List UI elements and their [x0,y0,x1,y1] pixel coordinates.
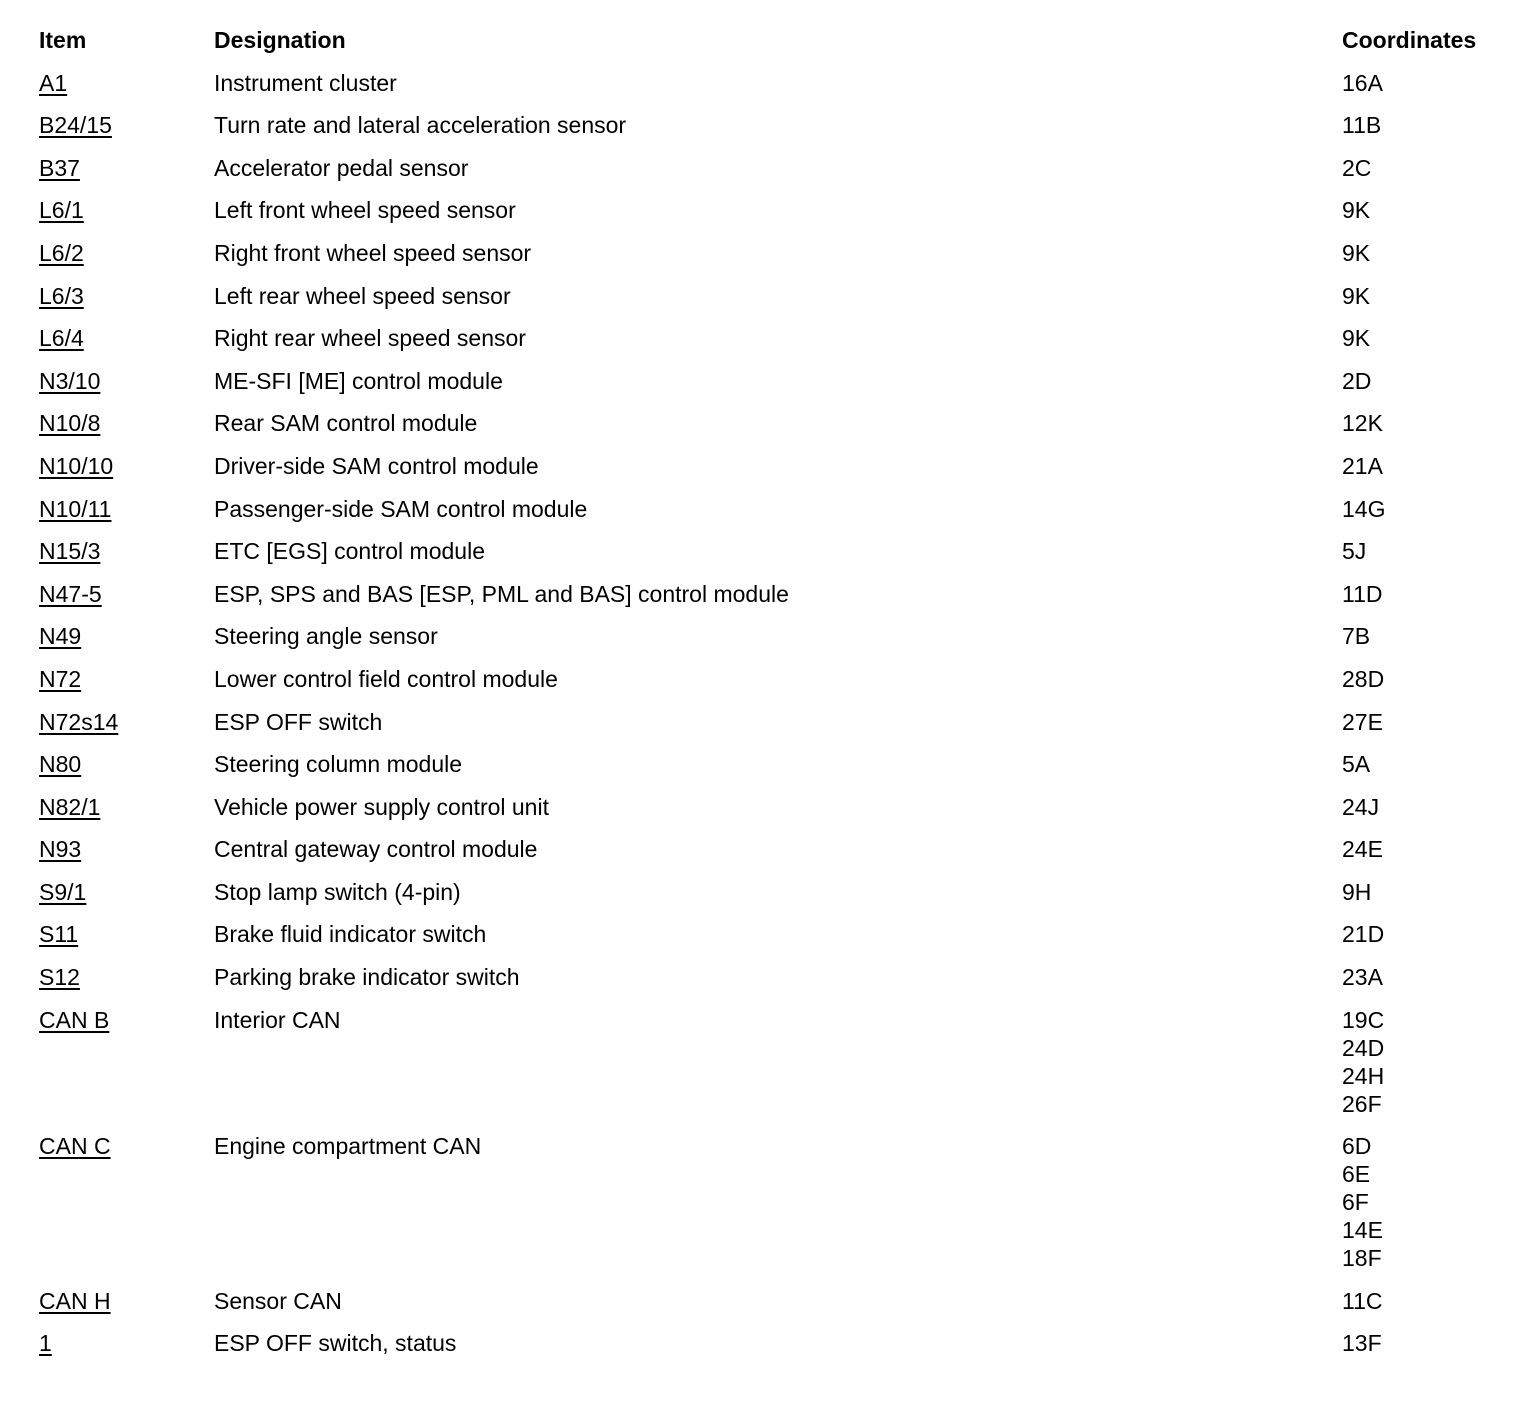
coordinate-value: 24E [1342,836,1383,863]
coordinate-value: 9K [1342,325,1371,352]
item-link[interactable]: N72s14 [39,708,119,735]
table-row [39,192,1519,235]
table-row [39,491,1519,534]
table-row [39,831,1519,874]
designation-cell: Left rear wheel speed sensor [214,282,511,309]
coordinates-cell [1342,920,1384,948]
item-link[interactable]: N80 [39,751,82,778]
item-link[interactable]: L6/1 [39,197,84,224]
table-row [39,661,1519,704]
coordinate-value: 13F [1342,1330,1382,1357]
component-legend-table [39,22,1519,1368]
coordinate-value: 12K [1342,410,1383,437]
coordinates-cell [1342,750,1370,778]
table-row [39,533,1519,576]
table-row [39,150,1519,193]
designation-cell: Vehicle power supply control unit [214,793,549,820]
coordinates-cell [1342,1006,1384,1118]
coordinates-cell [1342,452,1383,480]
table-row [39,959,1519,1002]
table-row [39,235,1519,278]
coordinates-cell [1342,367,1371,395]
coordinates-cell [1342,708,1383,736]
coordinate-value: 9K [1342,282,1371,309]
designation-cell: Right rear wheel speed sensor [214,325,526,352]
table-row [39,874,1519,917]
designation-cell: Lower control field control module [214,665,558,692]
designation-cell: Driver-side SAM control module [214,452,539,479]
item-link[interactable]: N93 [39,836,82,863]
coordinates-cell [1342,111,1381,139]
item-link[interactable]: CAN C [39,1133,111,1160]
coordinates-cell [1342,196,1370,224]
coordinates-cell [1342,239,1370,267]
designation-cell: Passenger-side SAM control module [214,495,588,522]
item-link[interactable]: N15/3 [39,538,101,565]
designation-cell: Steering column module [214,751,463,778]
item-link[interactable]: N49 [39,623,82,650]
table-row [39,278,1519,321]
designation-cell: Brake fluid indicator switch [214,921,487,948]
coordinate-value: 6D [1342,1133,1372,1160]
designation-cell: Parking brake indicator switch [214,964,520,991]
table-row [39,65,1519,108]
coordinate-value: 2D [1342,367,1372,394]
table-row [39,1325,1519,1368]
coordinates-cell [1342,878,1371,906]
designation-cell: ESP OFF switch, status [214,1330,457,1357]
coordinate-value: 23A [1342,964,1383,991]
coordinate-value: 19C [1342,1006,1385,1033]
designation-cell: Steering angle sensor [214,623,438,650]
table-row [39,1128,1519,1283]
designation-cell: Right front wheel speed sensor [214,239,532,266]
item-link[interactable]: N82/1 [39,793,101,820]
designation-cell: ETC [EGS] control module [214,538,485,565]
coordinate-value: 11C [1342,1287,1383,1314]
table-row [39,576,1519,619]
coordinates-cell [1342,282,1370,310]
coordinate-value: 18F [1342,1245,1382,1272]
coordinate-value: 11D [1342,580,1383,607]
coordinate-value: 9H [1342,878,1372,905]
table-row [39,916,1519,959]
coordinates-cell [1342,537,1366,565]
designation-cell: ESP, SPS and BAS [ESP, PML and BAS] control module [214,580,789,607]
item-link[interactable]: N10/8 [39,410,101,437]
designation-cell: Interior CAN [214,1006,341,1033]
coordinates-cell [1342,409,1383,437]
coordinates-cell [1342,622,1370,650]
item-link[interactable]: 1 [39,1330,52,1357]
coordinate-value: 16A [1342,69,1383,96]
coordinates-cell [1342,324,1370,352]
coordinate-value: 27E [1342,708,1383,735]
coordinates-column-header: Coordinates [1342,27,1477,53]
coordinate-value: 14E [1342,1217,1383,1244]
item-link[interactable]: CAN H [39,1287,111,1314]
item-link[interactable]: L6/2 [39,239,84,266]
table-body [39,65,1519,1368]
item-link[interactable]: L6/3 [39,282,84,309]
coordinates-cell [1342,69,1383,97]
item-link[interactable]: A1 [39,69,68,96]
item-link[interactable]: CAN B [39,1006,110,1033]
designation-cell: Engine compartment CAN [214,1133,482,1160]
coordinates-cell [1342,963,1383,991]
table-row [39,704,1519,747]
coordinate-value: 21A [1342,452,1383,479]
coordinate-value: 6F [1342,1189,1369,1216]
coordinate-value: 9K [1342,239,1371,266]
table-row [39,107,1519,150]
designation-cell: ESP OFF switch [214,708,383,735]
table-row [39,1002,1519,1129]
coordinate-value: 5A [1342,751,1371,778]
table-row [39,405,1519,448]
designation-cell: Sensor CAN [214,1287,342,1314]
coordinate-value: 6E [1342,1161,1371,1188]
coordinates-cell [1342,793,1379,821]
coordinates-cell [1342,580,1383,608]
coordinate-value: 2C [1342,154,1372,181]
coordinate-value: 21D [1342,921,1385,948]
designation-cell: Rear SAM control module [214,410,478,437]
coordinate-value: 7B [1342,623,1371,650]
coordinates-cell [1342,1132,1383,1272]
designation-cell: Left front wheel speed sensor [214,197,516,224]
coordinate-value: 11B [1342,112,1382,139]
designation-cell: Turn rate and lateral acceleration sensor [214,112,627,139]
coordinate-value: 24H [1342,1062,1385,1089]
item-link[interactable]: L6/4 [39,325,84,352]
coordinate-value: 14G [1342,495,1386,522]
coordinates-cell [1342,665,1384,693]
table-row [39,448,1519,491]
item-link[interactable]: S11 [39,921,79,948]
coordinate-value: 24D [1342,1034,1385,1061]
coordinate-value: 28D [1342,665,1385,692]
item-link[interactable]: B24/15 [39,112,112,139]
designation-cell: Accelerator pedal sensor [214,154,469,181]
table-row [39,789,1519,832]
coordinates-cell [1342,835,1383,863]
coordinate-value: 24J [1342,793,1380,820]
table-header [39,22,1519,65]
item-link[interactable]: N3/10 [39,367,101,394]
designation-cell: Stop lamp switch (4-pin) [214,878,461,905]
table-row [39,618,1519,661]
item-link[interactable]: N10/10 [39,452,114,479]
table-row [39,320,1519,363]
item-link[interactable]: N72 [39,665,82,692]
item-link[interactable]: B37 [39,154,80,181]
item-link[interactable]: S9/1 [39,878,87,905]
item-link[interactable]: S12 [39,964,80,991]
coordinate-value: 9K [1342,197,1371,224]
item-link[interactable]: N10/11 [39,495,112,522]
designation-cell: Central gateway control module [214,836,538,863]
coordinates-cell [1342,154,1371,182]
coordinates-cell [1342,1287,1383,1315]
designation-cell: ME-SFI [ME] control module [214,367,503,394]
item-link[interactable]: N47-5 [39,580,102,607]
table-row [39,746,1519,789]
designation-cell: Instrument cluster [214,69,397,96]
coordinates-cell [1342,495,1385,523]
item-column-header: Item [39,27,87,53]
table-row [39,363,1519,406]
table-row [39,1283,1519,1326]
coordinate-value: 26F [1342,1090,1382,1117]
coordinate-value: 5J [1342,538,1367,565]
coordinates-cell [1342,1329,1382,1357]
designation-column-header: Designation [214,27,346,53]
